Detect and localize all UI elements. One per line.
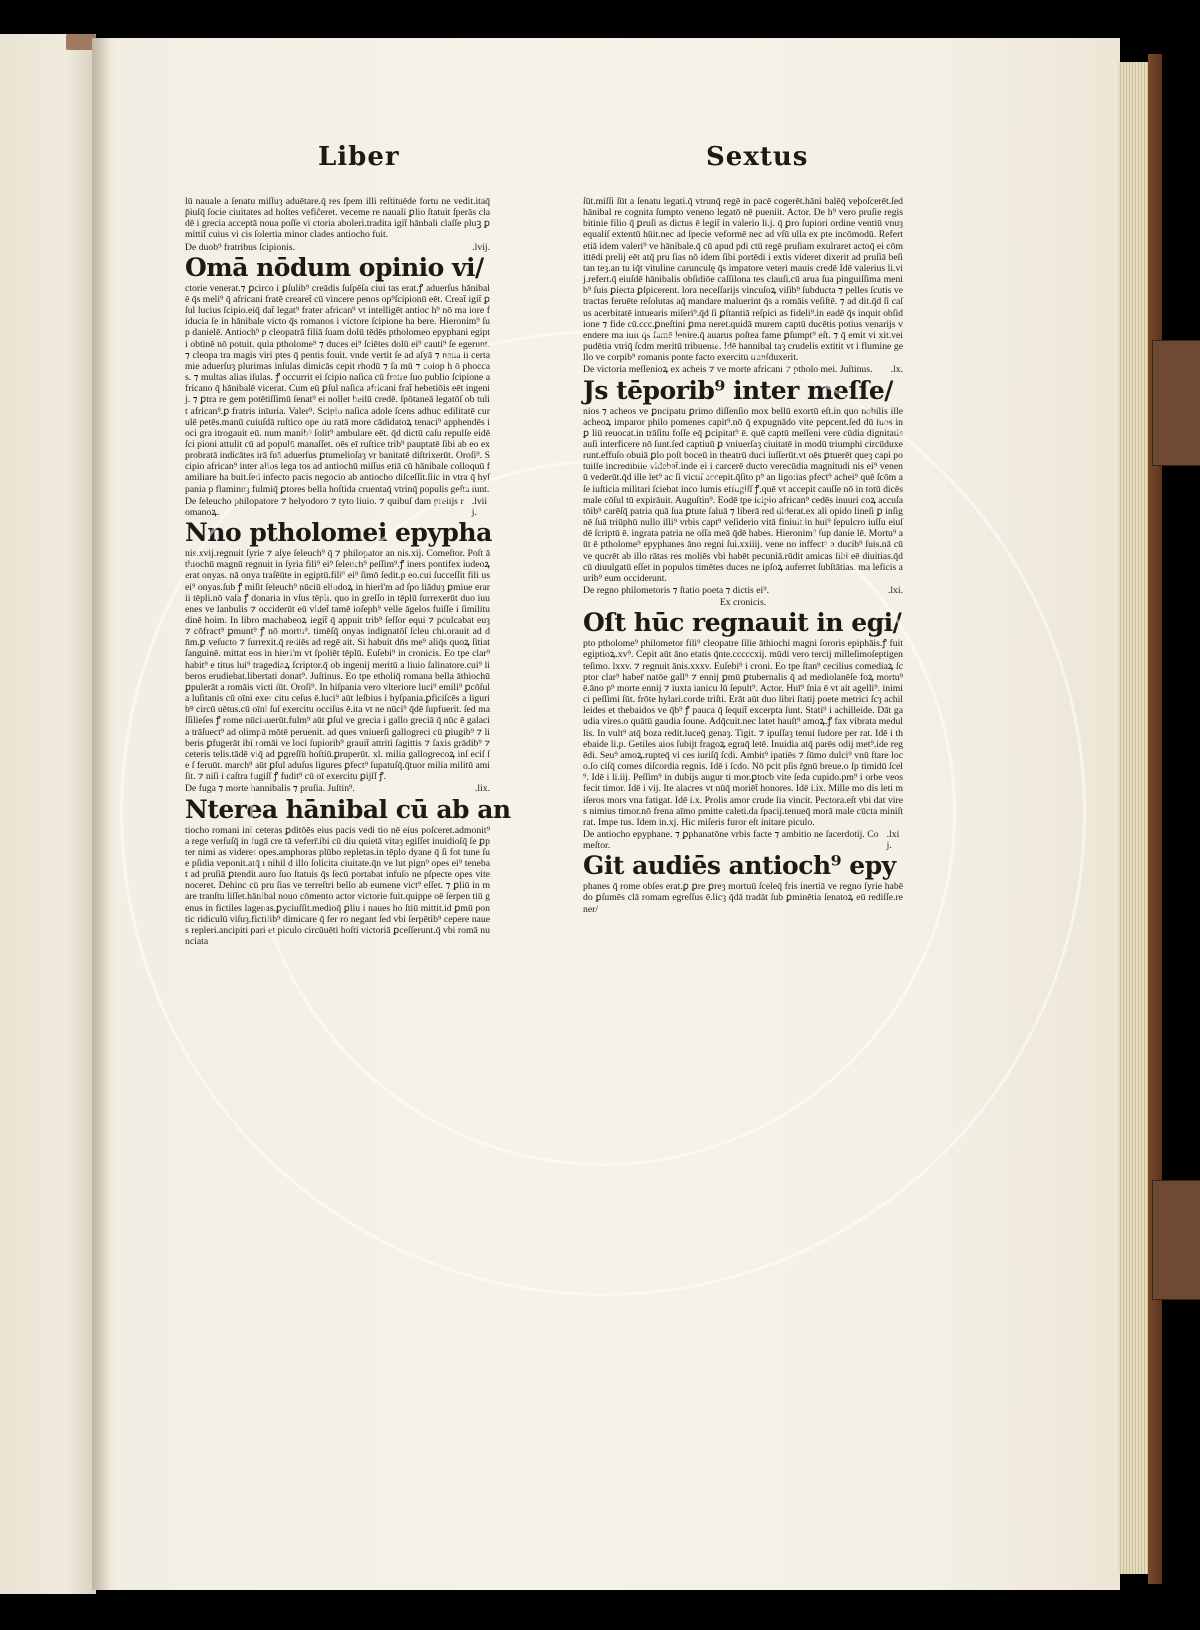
chapter-rubric xyxy=(583,364,903,375)
page-block-edges xyxy=(1118,62,1150,1574)
book-gutter xyxy=(92,38,116,1590)
chapter-number: .lvij. xyxy=(472,241,490,253)
rubric-title: De regno philometoris ⁊ ſtatio poeta ⁊ dictis ei⁹. xyxy=(583,585,769,596)
chapter-rubric xyxy=(185,242,490,253)
chapter-incipit: Git audiēs antioch⁹ epy xyxy=(583,851,896,881)
rubric-title: De antiocho epyphane. ⁊ ꝑphanatōne vrbis facte ⁊ ambitio ne ſacerdotij. Comeſtor. xyxy=(583,828,879,852)
body-paragraph: tiocho romani int̄ ceteras ꝑditōēs eius pacis vedi tio nē eius poſceret.admonit⁹ a rege verſuſq̄ in fugā cre tā veferr̄.ibi cū diu quietā vitaȝ egiſſet inuidioſq̄ ſe ꝑpter nimi as videret opes.amphoras plūbo repletas.in tēplo dyane q̄ ſi fot tune ſue pſidia veponit.atq̄ ı nihil d illo ſolicita ciuitate.q̄n ve lut pign⁹ opes ei⁹ tenebat ad pruſiā ꝑtendit.auro ſuo ſtatuis q̄s ſecū portabat infuſo ne pſpecte opes vite noceret. Dehinc cū pru ſias ve terreſtri bello ab eumene vict⁹ eſſet. ⁊ ꝑliū in mare tranſtu liſſet.hānibal nouo cōmento actor victorie fuit.quippe oē ſerpen tiū genus in fictiles lagenas.ꝑyciuſſit.medioq̄ ꝑliu i naues ho ſtiū mittit.id ꝑmū pontic ridiculū viſuȝ.fictilib⁹ dimicare q̄ fer ro negant ſed vbi ſerpētib⁹ cepere naues repleri.ancipiti pari et piculo circūuēti hoſti victoriā ꝑceſſerunt.q̄ vbi romā nunciata xyxy=(185,824,490,948)
chapter-number: .lix. xyxy=(474,783,490,795)
chapter-rubric xyxy=(185,783,490,794)
chapter-incipit: Nterea hānibal cū ab an xyxy=(185,794,511,824)
rubric-title: De duob⁹ fratribus ſcipionis. xyxy=(185,241,295,253)
chapter-number: .lviij. xyxy=(471,495,488,518)
body-paragraph: ſūt.miſſi ſūt a ſenatu legati.q̄ vtrunq̄ regē in pacē cogerēt.hāni balēq̄ veþoſcerēt.ſed hānibal re cognita ſumpto veneno legatō nē pueniit. Actor. De h⁹ vero pruſie regis bitinie filio q̄ ꝑruſi as dictus ē legit̄ in valerio li.j. q̄ ꝑro ſupiori ordine ventiū vnuȝ equaliſ extentū hūit.nec ad ſpecie veformē nec ad vſū ulla ex pte incōmodū. Refert etiā idem valeri⁹ ve hānibale.q̄ cū apud pdi ctū regē pruſiam exulraret actoq̄ ei cōmittēdi prelij eēt atq̄ pru ſias nō idem ſibi portēdi i extis videret dixerit ad pruſiā beſitan teȝ.an tu iq̄t vituline carunculę q̄s impatore veteri mauis credē Idē valerius li.vij.refert.q̄ eiuſdē hānibalis obſidiōe caſſilona tes clauſi.cū arua ſua pinguiſſima menib⁹ ſuis ꝑiecta ꝑſpicerent. lora neceſſarijs vincuſoꝝ viſib⁹ ſubducta ⁊ pelles ſcutis vetractas feruēte reſolutas aq̄ mandare maluerint q̄s a romāis veſiſtē. ⁊ ad dit.q̄d ſi caſus acerbitatē intuearis miſeri⁹.q̄d ſi ꝑſtantiā reſpici as fideli⁹.in eadē q̄s inquit obſidione ⁊ fide cū.ccc.ꝑneſtini ꝑma neret.quidā murem captū ducētis potius venarijs vendere ma luit q̄s famē lenire.q̄ auarus poſtea fame ꝑſumpt⁹ eſt. ⁊ q̄ emit vi xit.vei pudētia vtriq̄ ſcdm meritū tribuente. Idē hannibal taȝ crudelis extitit vt i flumine gello ve corpib⁹ romanis ponte facto exercitū tranſduxerit. xyxy=(583,196,903,364)
body-paragraph: nios ⁊ acheos ve ꝑncipatu ꝑrimo diſſenſio mox bellū exortū eſt.in quo nobilis ille acheoꝝ imparor philo pomenes capit⁹.nō q̄ expugnādo vite pepcent.ſed dū ſuos in ꝑ liū reuocat.in trāſitu foſſe eq̄ ꝑcipitat⁹ ē. quē captū meſſeni vere cūdia dignitatis auſi interficere nō ſunt.ſed captiuū ꝑ vniuerſaȝ ciuitatē in modū triumphi circūduxerunt.effuſo obuiā ꝑlo poſt boceū in theatrū duci iuſſerūt.vt oēs ꝑtuerēt queȝ capi potuiſſe incredibile videbat̄.inde ei i carcerē ducto verecūdia magnitudi nis ei⁹ venenū vederūt.q̄d ille let⁹ ac ſi victiſ accepit.q̄ſito p⁹ an ligo:ias pfect⁹ achei⁹ quē ſcōm a ſe iuſticia militari ſciebat inco lumis effugiſſ ꝭ.quē vt accepit cauſſe nō in totū dicēs male cōſul tū expirāuit. Auguſtin⁹. Eodē tpe ſcipio african⁹ cedēs inuuri coꝝ accuſatōib⁹ carēſq̄ patria quā ſua ꝑtute ſaluā ⁊ liberā red diderat.ex ali opido lineſi ꝑ inſignē ſuā triūphū nullo illi⁹ vrbis capt⁹ veſiderio vitā finiuit.in hui⁹ ſepulcro iuſſu eiuſdē ſcriptū ē. ingrata patria ne oſſa meā q̄dē habes. Hieronim⁹ ſup danie lē. Mortu⁹ aūt ē ptholome⁹ epyphanes āno regni ſui.xxiiij. vene no inffect⁹ a ducib⁹ ſuis.nā cū ve qucrēt ab illo rātas res moliēs vbi habēt pecuniā.rūdit amicas ſibi eē diuitias.q̄d cū diuulgatū eſſet in populos timētes duces ne ipſoꝝ auferret ſubſtātias. ma leficis aurib⁹ eum occiderunt. xyxy=(583,405,903,584)
body-paragraph: ctorie venerat.⁊ ꝑcirco i ꝑſulib⁹ creādis ſuſpēſa ciui tas erat.ꝭ aduerſus hānibalē q̄s meli⁹ q̄ africani fratē crearet̄ cū vincere penos op⁹ſcipionū eēt. Creat̄ igit̄ ꝑſul lucius ſcipio.eiq̄ dat̄ legat⁹ frater african⁹ vt intelligēt antioc h⁹ nō ma iore fiducia ſe in hānibale victo q̄s romanos i victore ſcipione ha bere. Hieronim⁹ ſup danielē. Antioch⁹ p cleopatrā filiā ſuam dolū tēdēs ptholomeo epyphani egipti obtinē nō potuit. quia ptholome⁹ ⁊ duces ei⁹ ſciētes dolū ei⁹ cauti⁹ ſe egerunt. ⁊ cleopa tra magis viri ptes q̄ pentis fouit. vnde vertit ſe ad aſyā ⁊ naua li certamie aduerſuȝ plurimas inſulas dimicās cepit rhodū ⁊ ſa mū ⁊ colop h ō phoccas. ⁊ multas alias iſulas. ꝭ occurrit ei ſcipio naſica cū fratre ſuo publio ſcipione africano q̄ hānibalē vicerat. Cum eū ꝑſul naſica africani frat̄ hebetiōis eēt ingenij. ⁊ ꝑtra re gem potētiſſimū ſenat⁹ ei nollet bellū credē. ſpōtaneā legatōſ ob tulit african⁹.ꝑ fratris inīuria. Valer⁹. Scipio naſica adole ſcens adhuc edilitatē curulē petēs.manū cuiuſdā ruſtico ope du ratā more cādidatoꝝ tenaci⁹ apphendēs ioci gra itrogauit eū. num manib⁹ ſolit⁹ ambulare eēt. q̄d dictū caſu repulſe eidē ſci pioni attulit cū ad populū manaſſet. oēs eī ruſtice trib⁹ pauptatē ſibi ab eo exprobratā indicātes irā ſuā aduerſus ꝑtumelioſaȝ vr banitatē diſtrixerūt. Oroſi⁹. Scipio african⁹ inter alios lega tos ad antiochū miſſus etiā cū hānibale colloquū familiare ha buit.ſed infecto pacis negocio ab antiocho diſceſſit.ſiic in vtra q̄ hyſpania p flaminuȝ fulmiq̄ ꝑtores bella hoſtida cruentaq̄ vtrinq̄ populis geſta ſunt. xyxy=(185,282,490,495)
text-column-left xyxy=(185,196,511,1316)
rubric-title: De ſeleucho philopatore ⁊ helyodoro ⁊ tyto liuio. ⁊ quibuſ dam prelijs romanoꝝ. xyxy=(185,495,464,518)
chapter-rubric xyxy=(185,496,490,518)
chapter-number: .lxij. xyxy=(886,828,900,852)
rubric-title: De victoria meſſenioꝝ ex acheis ⁊ ve morte africani ⁊ ptholo mei. Juſtinus. xyxy=(583,364,873,376)
body-paragraph: lū nauale a ſenatu miſſuȝ aduētare.q̄ res ſpem illi reſtituēde fortu ne vedit.itaq̄ p̄iuſq̄ ſocie ciuitates ad hoſtes vefiĉeret. veceme re nauali ꝑlio ſtatuit ſperās cladē i grecia acceptā noua poſſe vi ctoria aboleri.tradita igit̄ hānbali claſſe pluꝫ ꝑmittit̄ cuius vi cis ſolertia minor clades antiocho fuit. xyxy=(185,196,490,241)
chapter-incipit: Omā nōdum opinio vi/ xyxy=(185,252,484,282)
leather-cover-edge xyxy=(1148,54,1162,1584)
clasp-top xyxy=(1152,340,1200,466)
body-paragraph: nis.xvij.regnuit ſyrie ⁊ aſye ſeleuch⁹ q̄ ⁊ philopator an nis.xij. Comeſtor. Poſt āthiochū magnū regnuit in ſyria fili⁹ ei⁹ ſeleuch⁹ peſſim⁹.ꝭ iners pontifex iudeoꝝ erat onyas. nā onya traſēūte in egiptū.fili⁹ ei⁹ ſimō ſedit.p eo.cui ſucceſſit fili us ei⁹ onyas.ſub ꝭ miſit ſeleuch⁹ nūciū eliodoꝝ in hierl'm ad ſpo liāduȝ ꝑmiue erarii tēpli.nō vaſa ꝭ donaria in vſus tēpli. quo in greſſo in tēplū ſurrexerūt duo iuuenes ve lanbulis ⁊ occiderūt eū videt̄ tamē ioſeph⁹ velle āgelos fuiſſe i ſimilitudinē hoim. In libro machabeoꝝ legit̄ q̄ appuit trib⁹ ſeſſor equi ⁊ pculcabat euȝ ⁊ cōfract⁹ ꝑmunt⁹ ꝭ nō mortu⁹. timēſq̄ onyas indignatōſ ſcleu chi.orauit ad dn̄m.ꝑ veſucto ⁊ ſurrexit.q̄ rediēs ad regē ait. Si habuit dn̄s me⁹ aliq̄s quoꝝ ſitiat ſanguinē. mittat eos in hierl'm vt ſpoliēt tēplū. Euſebi⁹ in cronicis. Eo tpe clar⁹ habit⁹ e titus lui⁹ tragediaꝝ ſcriptor.q̄ ob ingenij meritū a liuio ſalinatore.cui⁹ liberos erudiebat.libertati donat⁹. Juſtinus. Eo tpe etholiq̄ romana bella āthiochū ꝑpulerāt a romāis victi ſūt. Oroſi⁹. In hiſpania vero vlteriore luci⁹ emili⁹ ꝑcōſul a luſitanis cū oīni exer citu ceſus ē.luci⁹ aūt leſbius i hyſpania.ꝑficiſcēs a liguribꝰ circū uētus.cū oīni ſuſ exercitu occiſus ē.ita vt ne nūci⁹ q̄dē ſupfuerit. ſed maſſilieſes ꝭ rome nūciauerūt.fulm⁹ aūt ꝑſul ve grecia i gallo greciā q̄ nūc ē galacia trāſuect⁹ ad olimpū mōtē peruenit. ad ques vniuerſi gallogreci cū ꝑiugib⁹ ⁊ liberis ꝑfugerāt ibi romāi ve loci ſupiorib⁹ grauit̄ attriti ſagittis ⁊ ſaxis grādib⁹ ⁊ ceteris telis.tādē viq̄ ad ꝑgreſſū hoſtiū.ꝑruperūt. xl. milia gallogrecoꝝ inſ eciſ ſe ſ feruūt. march⁹ aūt ꝑſul aduſus ligures ꝑfect⁹ ſupatuſq̄.q̄tuor milia militū amiſit. ⁊ niſi i caſtra fugiſſ ꝭ fudit⁹ cū oī exercitu ꝑijſſ ꝭ. xyxy=(185,548,490,783)
chapter-rubric xyxy=(583,829,903,851)
source-note: Ex cronicis. xyxy=(719,597,767,609)
chapter-number: .lx. xyxy=(890,364,903,376)
facing-page-edge xyxy=(0,34,96,1594)
text-column-right xyxy=(583,196,903,1306)
rubric-title: De fuga ⁊ morte hannibalis ⁊ pruſia. Juſtin⁹. xyxy=(185,783,355,795)
chapter-incipit: Nno ptholomei epypha xyxy=(185,518,492,548)
chapter-rubric xyxy=(583,585,903,596)
running-head-right: Sextus xyxy=(706,142,809,172)
clasp-bottom xyxy=(1152,1180,1200,1300)
running-head-left: Liber xyxy=(318,142,400,172)
body-paragraph: pto ptholome⁹ philometor fili⁹ cleopatre ſilie āthiochi magni ſororis epiphāis.ꝭ fuit egiptioꝝ.xv⁹. Cepit aūt āno etatis q̄nte.cccccxij. mūdi vero tercij milleſimoſeptigenteſimo. lxxv. ⁊ regnuit ānis.xxxv. Euſebi⁹ i croni. Eo tpe ſtan⁹ cecilius comediaꝝ ſcptor clar⁹ haber̄ natōe gall⁹ ⁊ ennij ꝑmū ꝑtubernalis q̄ ad mediolanēſe foꝝ mortu⁹ ē.āno p⁹ morte ennij ⁊ iuxta ianicu lū ſepult⁹. Actor. Huī⁹ ſnia ē vt ait agelli⁹. inimici peſſimi ſūt. frōte hylari.corde triſti. Erāt aūt duo libri ſtatij poete metrici ſcȝ achilleides et thebaidos ve q̄b⁹ ꝭ pauca q̄ ſequit̄ excerpta ſunt. Stati⁹ i achilleide. Dāt gaudia vires.o quātū gaudia ſoune. Adq̄cuit.nec latet hauſt⁹ amoꝝ.ꝭ fax vibrata medullis. In vult⁹ atq̄ boza redit.luceq̄ genaȝ. Tigit. ⁊ ipuſſaȝ tenui ſudore per rat. Idē i thebaide li.p. Getiles aios ſubijt fragoꝝ egraq̄ letē. Inuidia atq̄ parēs odij met⁹.ide regēdi. Seu⁹ amoꝝ.rupteq̄ vi ces iuriſq̄ ſcdi. Ambit⁹ ipatiēs ⁊ ſūmo dulci⁹ vnū ſtare loco.ſo ciſq̄ comes diſcordia regnis. Idē i ſcdo. Nō pcit pſis r̄gnū breue.o ſp timidū ſcel⁹. Idē i li.iij. Peſſim⁹ in dubijs augur ti mor.ꝑtocb vite ſeda cupido.pm⁹ i orbe veos fecit timor. Idē i vij. Ite alacres vt nūq̄ moriēt̄ honores. Idē i.ix. Mille mo dis leti miſeros mors vna fatigat. Idē i.x. Prolis amor crude lia vincit. Pectora.eſt vbi dat vires nimius timor.nō frena aīmo pmitte caleti.da ſpacij.tenueq̄ morā male cūcta miniſtrat. Impe tus. Idem in.xj. Hic miſeris furor eſt initare piculo. xyxy=(583,638,903,828)
chapter-number: .lxi. xyxy=(887,585,903,596)
chapter-incipit: Js tēporib⁹ inter meſſe/ xyxy=(583,375,893,405)
chapter-incipit: Oſt hūc regnauit in egi/ xyxy=(583,608,902,638)
body-paragraph: phanes q̄ rome obſes erat.ꝑ ꝑre ꝑreȝ mortuū ſceleq̄ fris inertiā ve regno ſyrie habēdo ꝑſumēs clā romam egreſſus ē.licȝ q̄dā tradāt ſub ꝑminētia ſenatoꝝ eū rediſſe.re ner/ xyxy=(583,881,903,915)
